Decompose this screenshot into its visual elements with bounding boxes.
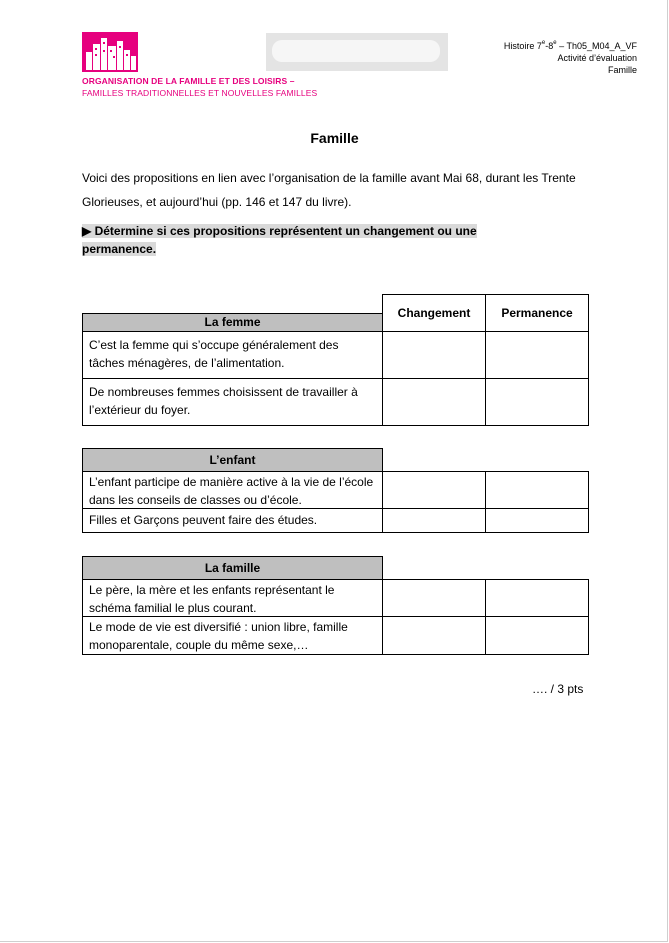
course-code: Histoire 7e-8e – Th05_M04_A_VF: [503, 40, 637, 51]
answer-cell-changement[interactable]: [382, 378, 486, 426]
category-l-enfant: L’enfant: [82, 448, 383, 472]
answer-cell-permanence[interactable]: [485, 579, 589, 617]
answer-cell-permanence[interactable]: [485, 331, 589, 379]
answer-cell-permanence[interactable]: [485, 378, 589, 426]
answer-cell-changement[interactable]: [382, 331, 486, 379]
answer-cell-permanence[interactable]: [485, 471, 589, 509]
statement-famille-1: Le père, la mère et les enfants représentant le schéma familial le plus courant.: [82, 579, 383, 617]
column-header-changement: Changement: [382, 294, 486, 332]
document-reference: [504, 40, 637, 76]
answer-cell-permanence[interactable]: [485, 616, 589, 655]
org-name-line2: FAMILLES TRADITIONNELLES ET NOUVELLES FAMILLES: [82, 88, 318, 98]
org-name-line1: ORGANISATION DE LA FAMILLE ET DES LOISIRS –: [82, 76, 295, 86]
category-la-femme: La femme: [82, 313, 383, 332]
arrow-icon: ▶: [82, 224, 92, 238]
activity-type: Activité d’évaluation: [557, 53, 637, 63]
statement-famille-2: Le mode de vie est diversifié : union libre, famille monoparentale, couple du même sexe,…: [82, 616, 383, 655]
city-logo-icon: [82, 32, 138, 72]
statement-enfant-1: L’enfant participe de manière active à la vie de l’école dans les conseils de classes ou d’école.: [82, 471, 383, 509]
redacted-name-field: [266, 33, 448, 71]
category-la-famille: La famille: [82, 556, 383, 580]
score-field: …. / 3 pts: [532, 682, 584, 696]
answer-cell-permanence[interactable]: [485, 508, 589, 533]
statement-femme-1: C’est la femme qui s’occupe généralement des tâches ménagères, de l’alimentation.: [82, 331, 383, 379]
answer-cell-changement[interactable]: [382, 616, 486, 655]
answer-cell-changement[interactable]: [382, 471, 486, 509]
answer-cell-changement[interactable]: [382, 579, 486, 617]
statement-enfant-2: Filles et Garçons peuvent faire des études.: [82, 508, 383, 533]
subject-label: Famille: [607, 65, 637, 75]
instruction: ▶ Détermine si ces propositions représentent un changement ou une permanence.: [82, 224, 477, 256]
statement-femme-2: De nombreuses femmes choisissent de travailler à l’extérieur du foyer.: [82, 378, 383, 426]
intro-paragraph: Voici des propositions en lien avec l’organisation de la famille avant Mai 68, durant les Trente Glorieuses, et aujourd’hui (pp. 146 et 147 du livre).: [82, 171, 576, 209]
column-header-permanence: Permanence: [485, 294, 589, 332]
page-title: Famille: [310, 130, 359, 146]
answer-cell-changement[interactable]: [382, 508, 486, 533]
